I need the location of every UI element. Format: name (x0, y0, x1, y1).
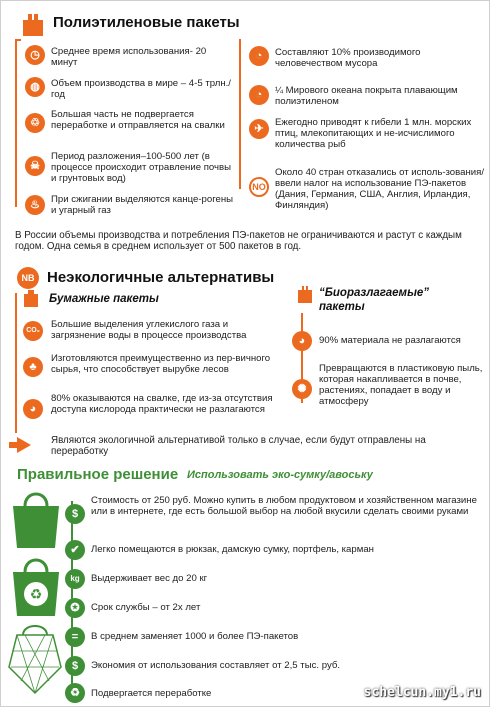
pie-10-icon: ◔ (249, 46, 269, 66)
paper-bags-title: Бумажные пакеты (49, 293, 159, 305)
bio-bags-title: “Биоразлагаемые” пакеты (319, 287, 430, 313)
timeline-cap (15, 39, 21, 41)
alternative-note: Являются экологичной альтернативой только в случае, если будут отправлены на переработку (51, 435, 426, 457)
co2-icon: CO₂ (23, 321, 43, 341)
section3-title: Правильное решение (17, 466, 179, 483)
left-fact-2: Объем производства в мире – 4-5 трлн./год (51, 78, 231, 100)
thumbs-up-icon: ✔ (65, 540, 85, 560)
right-fact-3: Ежегодно приводят к гибели 1 млн. морских птиц, млекопитающих и не-исчислимого количества рыб (275, 117, 472, 150)
pie-80-icon: ◕ (23, 399, 43, 419)
recycle-green-icon: ♻ (65, 683, 85, 703)
left-fact-5: При сжигании выделяются канце-рогены и угарный газ (51, 194, 234, 216)
pie-quarter-icon: ◔ (249, 85, 269, 105)
solution-item-4: Срок службы – от 2х лет (91, 602, 201, 613)
svg-text:♻: ♻ (29, 586, 43, 602)
solution-item-6: Экономия от использования составляет от 2,5 тыс. руб. (91, 660, 341, 671)
fire-icon: ♨ (25, 195, 45, 215)
solution-item-2: Легко помещаются в рюкзак, дамскую сумку, портфель, карман (91, 544, 374, 555)
arrow-shaft (9, 442, 19, 448)
weight-icon: kg (65, 569, 85, 589)
solution-item-3: Выдерживает вес до 20 кг (91, 573, 208, 584)
section3-subtitle: Использовать эко-сумку/авоську (187, 469, 373, 481)
paper-bag-icon (21, 288, 41, 308)
pie-90-icon: ◕ (292, 331, 312, 351)
right-timeline (239, 39, 241, 189)
bird-icon: ✈ (249, 119, 269, 139)
right-fact-1: Составляют 10% производимого человечеством мусора (275, 47, 421, 69)
skull-icon: ☠ (25, 156, 45, 176)
globe-icon: ◍ (25, 77, 45, 97)
bio-fact-2: Превращаются в пластиковую пыль, которая накапливается в почве, растениях, попадает в воду и атмосферу (319, 363, 483, 407)
no-sign-icon: NO (249, 177, 269, 197)
solution-item-1: Стоимость от 250 руб. Можно купить в любом продуктовом и хозяйственном магазине или в интернете, где есть большой выбор на любой вкусили сделать своими руками (91, 495, 477, 517)
section1-title: Полиэтиленовые пакеты (53, 14, 240, 31)
alt-timeline (15, 293, 17, 433)
paper-fact-3: 80% оказываются на свалке, где из-за отсутствия доступа кислорода практически не разлагаются (51, 393, 273, 415)
section2-title: Неэкологичные альтернативы (47, 269, 275, 286)
right-fact-2: ¼ Мирового океана покрыта плавающим полиэтиленом (275, 85, 458, 107)
coin-icon: $ (65, 504, 85, 524)
string-bag-icon (5, 621, 65, 695)
left-fact-4: Период разложения–100-500 лет (в процессе происходит отравление почвы и грунтовых вод) (51, 151, 232, 184)
nb-badge: NB (17, 267, 39, 289)
russia-paragraph: В России объемы производства и потребления ПЭ-пакетов не ограничиваются и растут с каждым годом. Одна семья в среднем использует от 500 пакетов в год. (15, 230, 462, 252)
money-icon: $ (65, 656, 85, 676)
equals-icon: = (65, 627, 85, 647)
recycle-icon: ♲ (25, 113, 45, 133)
clock-icon: ◷ (25, 45, 45, 65)
left-timeline (15, 39, 17, 207)
left-fact-3: Большая часть не подвергается переработке и отправляется на свалки (51, 109, 225, 131)
paper-fact-1: Большие выделения углекислого газа и загрязнение воды в процессе производства (51, 319, 247, 341)
tree-icon: ♣ (23, 357, 43, 377)
bio-bag-icon (295, 284, 315, 304)
left-fact-1: Среднее время использования- 20 минут (51, 46, 207, 68)
plastic-bag-icon (19, 11, 47, 37)
eco-bag-icon (9, 488, 63, 550)
watermark: schelcun.my1.ru (363, 685, 481, 700)
solution-item-5: В среднем заменяет 1000 и более ПЭ-пакетов (91, 631, 299, 642)
eco-recycle-bag-icon (9, 554, 63, 618)
badge-icon: ✪ (65, 598, 85, 618)
arrow-right-icon (17, 437, 31, 453)
bio-fact-1: 90% материала не разлагаются (319, 335, 461, 346)
paper-fact-2: Изготовляются преимущественно из пер-вичного сырья, что способствует вырубке лесов (51, 353, 271, 375)
dust-icon: ✺ (292, 379, 312, 399)
right-fact-4: Около 40 стран отказались от исполь-зования/ввели налог на использование ПЭ-пакетов (Дания, Германия, США, Англия, Ирландия, Финляндия) (275, 167, 484, 211)
solution-item-7: Подвергается переработке (91, 688, 212, 699)
